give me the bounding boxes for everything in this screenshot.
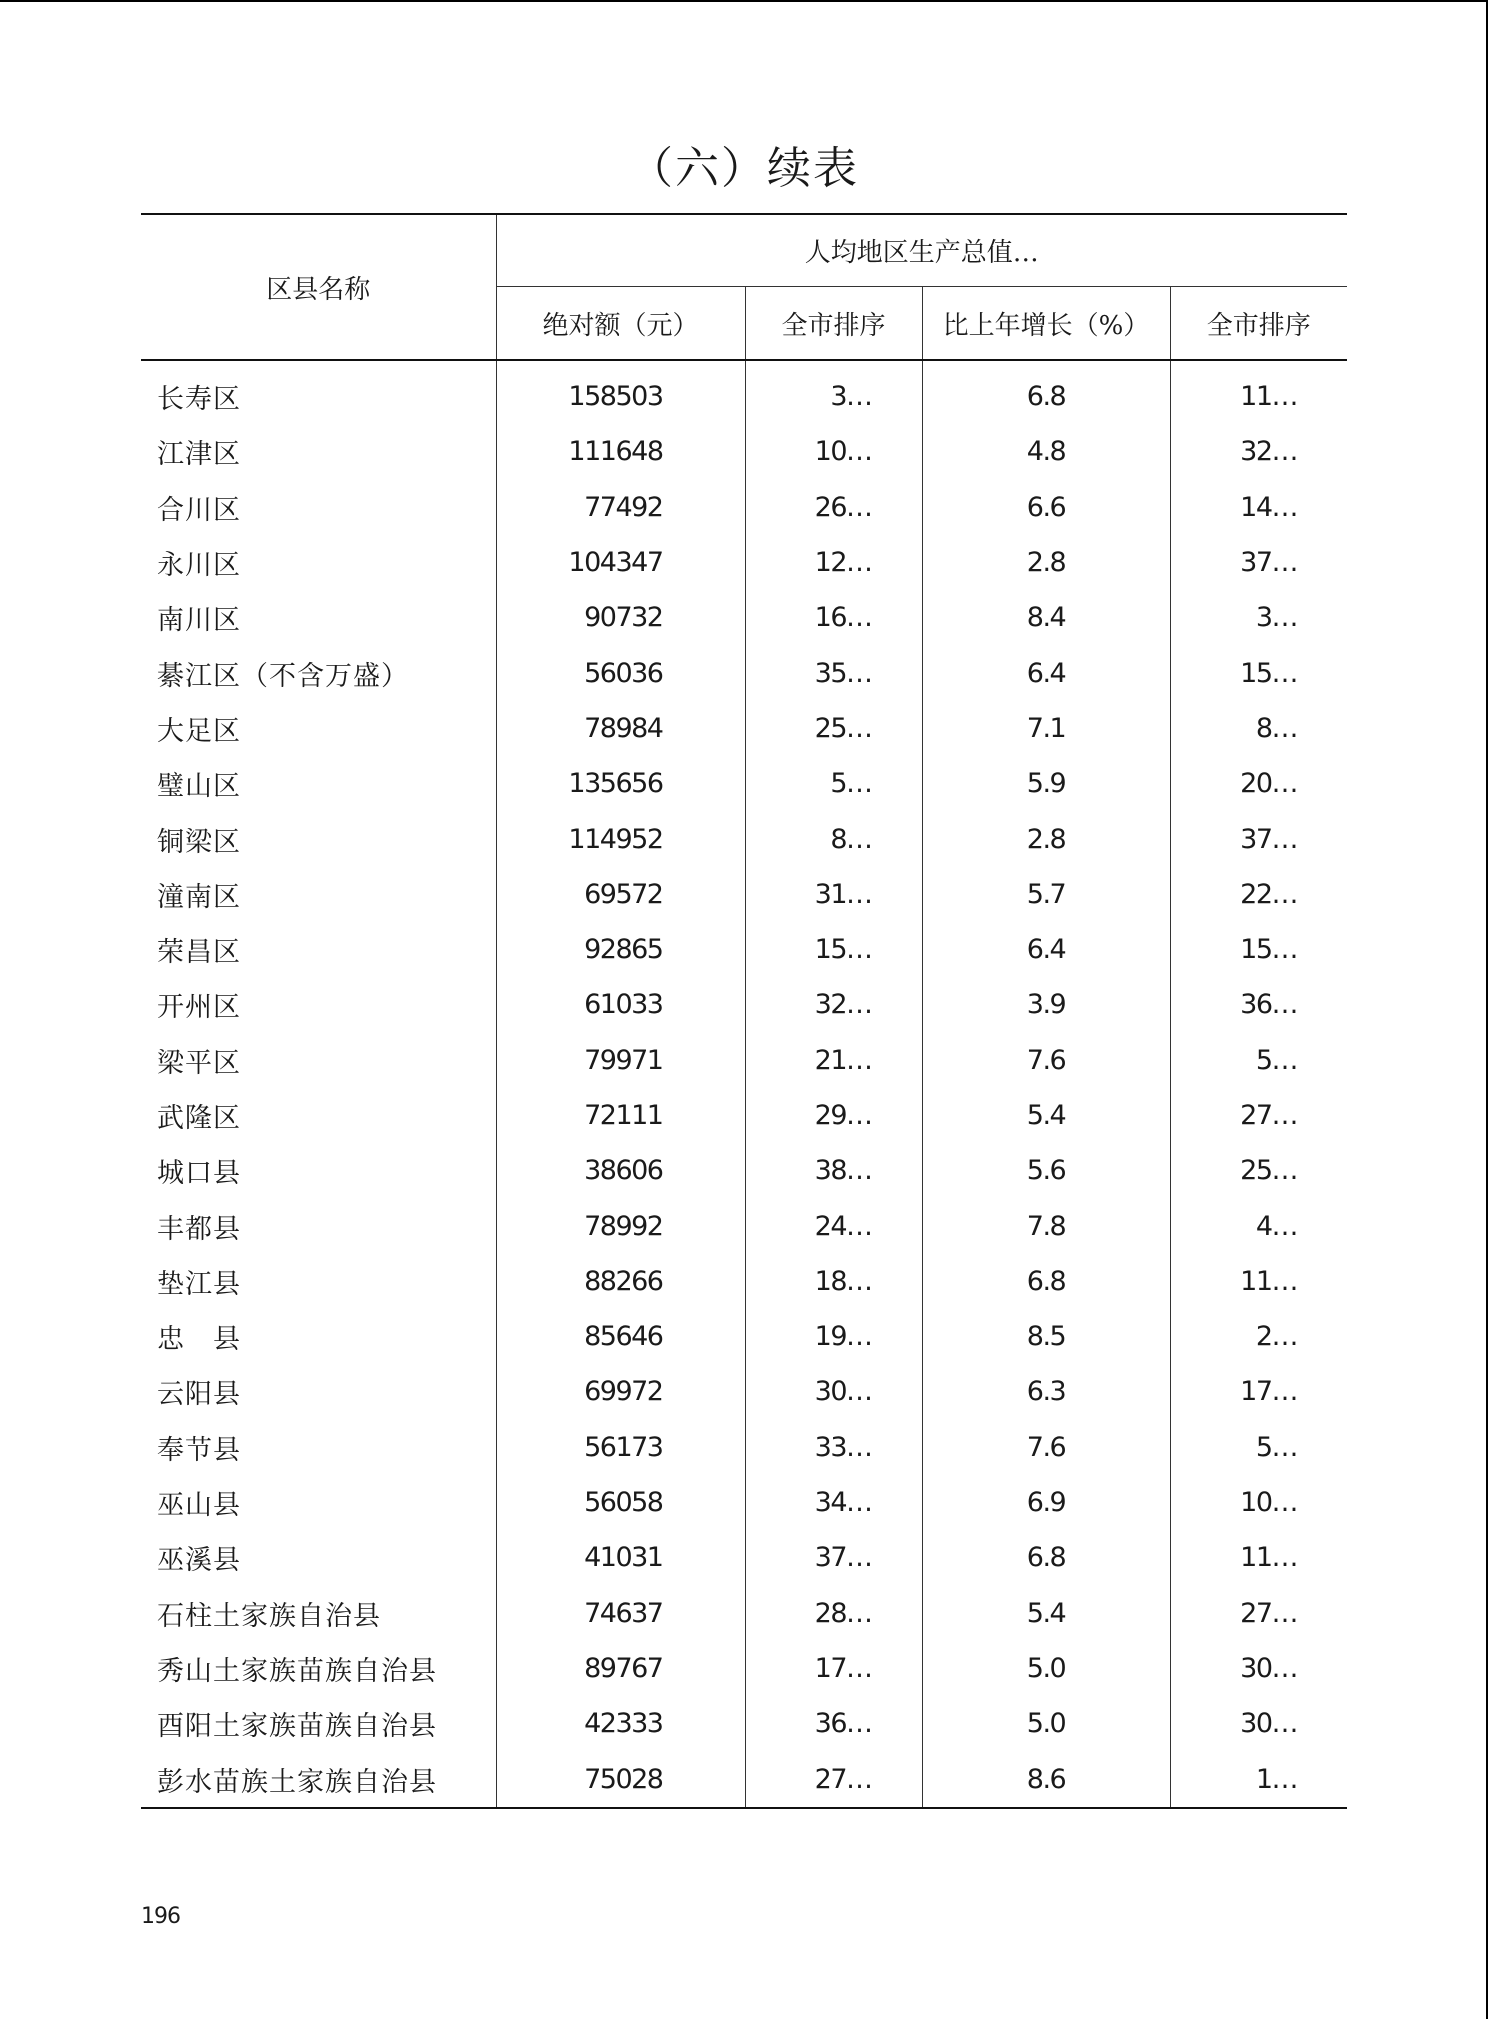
cell-growth-rate: 5.0 bbox=[922, 1641, 1170, 1696]
cell-growth-rate: 6.9 bbox=[922, 1475, 1170, 1530]
cell-growth-rate: 8.5 bbox=[922, 1309, 1170, 1364]
cell-growth-rate: 6.6 bbox=[922, 480, 1170, 535]
cell-absolute-value: 42333 bbox=[496, 1696, 745, 1751]
cell-rank-growth: 22… bbox=[1240, 878, 1298, 910]
cell-district-name: 彭水苗族土家族自治县 bbox=[141, 1751, 496, 1807]
cell-rank-growth: 15… bbox=[1240, 934, 1298, 966]
cell-absolute-value: 90732 bbox=[496, 590, 745, 645]
cell-district-name: 大足区 bbox=[141, 701, 496, 756]
cell-rank-growth: 37… bbox=[1240, 823, 1298, 855]
top-border-line bbox=[0, 0, 1488, 2]
table-row bbox=[141, 1475, 1347, 1530]
cell-rank-absolute: 27… bbox=[745, 1751, 922, 1807]
table-row bbox=[141, 756, 1347, 811]
cell-absolute-value: 88266 bbox=[496, 1254, 745, 1309]
cell-growth-rate: 5.0 bbox=[922, 1696, 1170, 1751]
cell-rank-growth: 11… bbox=[1240, 381, 1298, 413]
cell-absolute-value: 69572 bbox=[496, 867, 745, 922]
cell-absolute-value: 56173 bbox=[496, 1420, 745, 1475]
cell-absolute-value: 72111 bbox=[496, 1088, 745, 1143]
cell-district-name: 奉节县 bbox=[141, 1420, 496, 1475]
cell-rank-absolute: 8… bbox=[745, 811, 922, 866]
cell-growth-rate: 6.4 bbox=[922, 645, 1170, 700]
cell-growth-rate: 5.4 bbox=[922, 1586, 1170, 1641]
cell-growth-rate: 7.1 bbox=[922, 701, 1170, 756]
header-district-name: 区县名称 bbox=[141, 214, 496, 360]
statistics-table bbox=[141, 213, 1347, 1809]
cell-rank-absolute: 31… bbox=[745, 867, 922, 922]
cell-rank-absolute: 17… bbox=[745, 1641, 922, 1696]
cell-growth-rate: 7.6 bbox=[922, 1033, 1170, 1088]
cell-rank-growth: 20… bbox=[1240, 768, 1298, 800]
table-row bbox=[141, 590, 1347, 645]
cell-rank-growth: 8… bbox=[1255, 712, 1298, 744]
table-row bbox=[141, 1586, 1347, 1641]
table-row bbox=[141, 645, 1347, 700]
header-absolute: 绝对额（元） bbox=[496, 287, 745, 361]
header-gdp-per-capita: 人均地区生产总值… bbox=[496, 214, 1347, 287]
cell-rank-growth: 11… bbox=[1240, 1542, 1298, 1574]
cell-rank-absolute: 29… bbox=[745, 1088, 922, 1143]
cell-absolute-value: 111648 bbox=[496, 424, 745, 479]
header-row-group bbox=[141, 214, 1347, 287]
cell-absolute-value: 74637 bbox=[496, 1586, 745, 1641]
cell-district-name: 潼南区 bbox=[141, 867, 496, 922]
table-row bbox=[141, 1696, 1347, 1751]
cell-district-name: 石柱土家族自治县 bbox=[141, 1586, 496, 1641]
cell-growth-rate: 4.8 bbox=[922, 424, 1170, 479]
cell-absolute-value: 104347 bbox=[496, 535, 745, 590]
cell-district-name: 綦江区（不含万盛） bbox=[141, 645, 496, 700]
cell-rank-growth: 32… bbox=[1240, 436, 1298, 468]
cell-rank-growth: 15… bbox=[1240, 657, 1298, 689]
cell-absolute-value: 56058 bbox=[496, 1475, 745, 1530]
cell-district-name: 荣昌区 bbox=[141, 922, 496, 977]
cell-rank-growth: 14… bbox=[1240, 491, 1298, 523]
cell-district-name: 武隆区 bbox=[141, 1088, 496, 1143]
cell-growth-rate: 7.6 bbox=[922, 1420, 1170, 1475]
table-row bbox=[141, 1143, 1347, 1198]
table-row bbox=[141, 977, 1347, 1032]
cell-rank-absolute: 21… bbox=[745, 1033, 922, 1088]
page-number: 196 bbox=[141, 1904, 180, 1929]
cell-growth-rate: 6.8 bbox=[922, 1530, 1170, 1585]
table-row bbox=[141, 1198, 1347, 1253]
cell-absolute-value: 56036 bbox=[496, 645, 745, 700]
table-row bbox=[141, 1530, 1347, 1585]
cell-absolute-value: 75028 bbox=[496, 1751, 745, 1807]
cell-district-name: 秀山土家族苗族自治县 bbox=[141, 1641, 496, 1696]
cell-absolute-value: 158503 bbox=[496, 360, 745, 424]
cell-absolute-value: 89767 bbox=[496, 1641, 745, 1696]
table-row bbox=[141, 1033, 1347, 1088]
cell-rank-growth: 37… bbox=[1240, 547, 1298, 579]
header-rank-growth: 全市排序 bbox=[1170, 287, 1347, 361]
cell-absolute-value: 61033 bbox=[496, 977, 745, 1032]
cell-district-name: 忠 县 bbox=[141, 1309, 496, 1364]
cell-rank-absolute: 26… bbox=[745, 480, 922, 535]
cell-rank-absolute: 38… bbox=[745, 1143, 922, 1198]
cell-district-name: 长寿区 bbox=[141, 360, 496, 424]
cell-district-name: 丰都县 bbox=[141, 1198, 496, 1253]
cell-absolute-value: 77492 bbox=[496, 480, 745, 535]
cell-rank-growth: 3… bbox=[1255, 602, 1298, 634]
cell-growth-rate: 6.8 bbox=[922, 1254, 1170, 1309]
cell-rank-growth: 30… bbox=[1240, 1708, 1298, 1740]
cell-rank-growth: 5… bbox=[1255, 1431, 1298, 1463]
cell-growth-rate: 6.8 bbox=[922, 360, 1170, 424]
cell-district-name: 江津区 bbox=[141, 424, 496, 479]
cell-rank-absolute: 35… bbox=[745, 645, 922, 700]
header-rank-absolute: 全市排序 bbox=[745, 287, 922, 361]
cell-absolute-value: 78992 bbox=[496, 1198, 745, 1253]
table-row bbox=[141, 424, 1347, 479]
cell-growth-rate: 5.7 bbox=[922, 867, 1170, 922]
cell-rank-growth: 1… bbox=[1170, 1751, 1347, 1807]
cell-rank-absolute: 28… bbox=[745, 1586, 922, 1641]
cell-district-name: 璧山区 bbox=[141, 756, 496, 811]
table-row bbox=[141, 1751, 1347, 1807]
table-row bbox=[141, 867, 1347, 922]
cell-growth-rate: 8.4 bbox=[922, 590, 1170, 645]
cell-rank-absolute: 12… bbox=[745, 535, 922, 590]
cell-district-name: 铜梁区 bbox=[141, 811, 496, 866]
cell-rank-absolute: 15… bbox=[745, 922, 922, 977]
cell-rank-absolute: 33… bbox=[745, 1420, 922, 1475]
cell-district-name: 永川区 bbox=[141, 535, 496, 590]
cell-rank-absolute: 32… bbox=[745, 977, 922, 1032]
cell-rank-absolute: 24… bbox=[745, 1198, 922, 1253]
cell-rank-growth: 25… bbox=[1240, 1155, 1298, 1187]
cell-absolute-value: 41031 bbox=[496, 1530, 745, 1585]
cell-rank-growth: 17… bbox=[1240, 1376, 1298, 1408]
cell-absolute-value: 114952 bbox=[496, 811, 745, 866]
cell-rank-absolute: 5… bbox=[745, 756, 922, 811]
cell-rank-growth: 11… bbox=[1240, 1265, 1298, 1297]
cell-district-name: 开州区 bbox=[141, 977, 496, 1032]
cell-district-name: 梁平区 bbox=[141, 1033, 496, 1088]
cell-district-name: 云阳县 bbox=[141, 1364, 496, 1419]
table-row bbox=[141, 1364, 1347, 1419]
table-row bbox=[141, 1254, 1347, 1309]
cell-growth-rate: 5.6 bbox=[922, 1143, 1170, 1198]
page-title: （六）续表 bbox=[629, 143, 859, 194]
table-body bbox=[141, 360, 1347, 1808]
cell-rank-growth: 30… bbox=[1240, 1652, 1298, 1684]
cell-rank-absolute: 19… bbox=[745, 1309, 922, 1364]
table-row bbox=[141, 1641, 1347, 1696]
table-row bbox=[141, 1088, 1347, 1143]
cell-absolute-value: 85646 bbox=[496, 1309, 745, 1364]
cell-growth-rate: 2.8 bbox=[922, 811, 1170, 866]
cell-absolute-value: 38606 bbox=[496, 1143, 745, 1198]
header-growth: 比上年增长（%） bbox=[922, 287, 1170, 361]
cell-district-name: 南川区 bbox=[141, 590, 496, 645]
cell-district-name: 合川区 bbox=[141, 480, 496, 535]
cell-rank-absolute: 18… bbox=[745, 1254, 922, 1309]
cell-rank-growth: 4… bbox=[1255, 1210, 1298, 1242]
table-row bbox=[141, 480, 1347, 535]
table-row bbox=[141, 1309, 1347, 1364]
table-row bbox=[141, 701, 1347, 756]
cell-growth-rate: 5.4 bbox=[922, 1088, 1170, 1143]
cell-rank-absolute: 37… bbox=[745, 1530, 922, 1585]
cell-absolute-value: 79971 bbox=[496, 1033, 745, 1088]
cell-absolute-value: 69972 bbox=[496, 1364, 745, 1419]
cell-rank-absolute: 30… bbox=[745, 1364, 922, 1419]
cell-rank-growth: 10… bbox=[1240, 1487, 1298, 1519]
cell-rank-growth: 2… bbox=[1255, 1321, 1298, 1353]
cell-growth-rate: 7.8 bbox=[922, 1198, 1170, 1253]
cell-growth-rate: 2.8 bbox=[922, 535, 1170, 590]
table-row bbox=[141, 1420, 1347, 1475]
cell-rank-absolute: 25… bbox=[745, 701, 922, 756]
cell-district-name: 酉阳土家族苗族自治县 bbox=[141, 1696, 496, 1751]
table-row bbox=[141, 922, 1347, 977]
table-row bbox=[141, 811, 1347, 866]
cell-rank-growth: 5… bbox=[1255, 1044, 1298, 1076]
cell-absolute-value: 135656 bbox=[496, 756, 745, 811]
table-row bbox=[141, 360, 1347, 424]
cell-rank-absolute: 34… bbox=[745, 1475, 922, 1530]
cell-rank-absolute: 10… bbox=[745, 424, 922, 479]
cell-rank-absolute: 3… bbox=[745, 360, 922, 424]
cell-district-name: 巫山县 bbox=[141, 1475, 496, 1530]
cell-growth-rate: 8.6 bbox=[922, 1751, 1170, 1807]
cell-absolute-value: 78984 bbox=[496, 701, 745, 756]
cell-rank-growth: 27… bbox=[1240, 1597, 1298, 1629]
cell-rank-absolute: 36… bbox=[745, 1696, 922, 1751]
cell-district-name: 城口县 bbox=[141, 1143, 496, 1198]
cell-growth-rate: 3.9 bbox=[922, 977, 1170, 1032]
cell-growth-rate: 5.9 bbox=[922, 756, 1170, 811]
cell-growth-rate: 6.3 bbox=[922, 1364, 1170, 1419]
cell-rank-growth: 36… bbox=[1240, 989, 1298, 1021]
cell-growth-rate: 6.4 bbox=[922, 922, 1170, 977]
cell-rank-growth: 27… bbox=[1240, 1100, 1298, 1131]
cell-district-name: 垫江县 bbox=[141, 1254, 496, 1309]
table-row bbox=[141, 535, 1347, 590]
cell-rank-absolute: 16… bbox=[745, 590, 922, 645]
cell-absolute-value: 92865 bbox=[496, 922, 745, 977]
cell-district-name: 巫溪县 bbox=[141, 1530, 496, 1585]
